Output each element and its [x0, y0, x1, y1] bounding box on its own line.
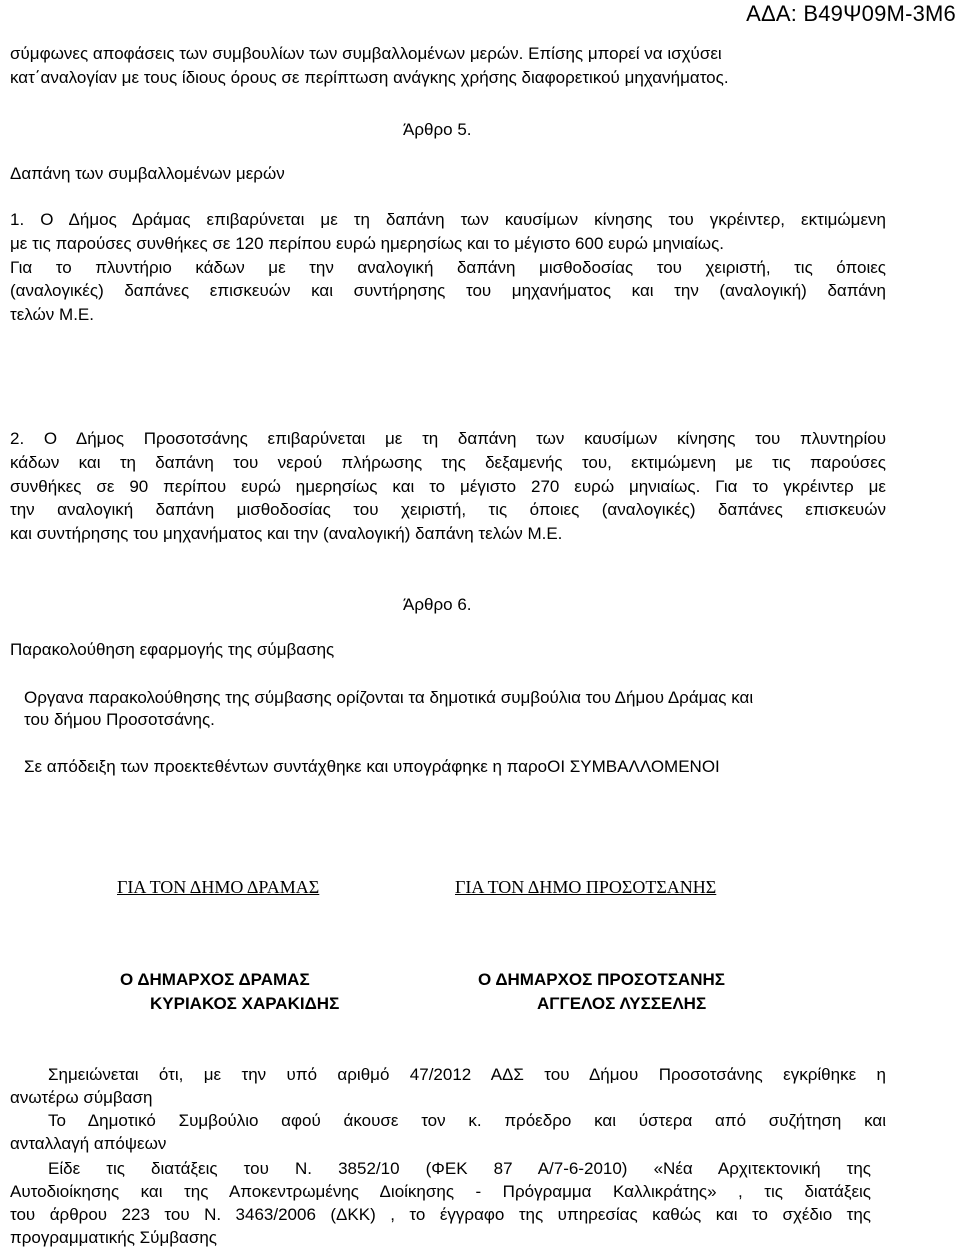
note-3-line-4: προγραμματικής Σύμβασης — [10, 1228, 217, 1247]
article-6-line-2: του δήμου Προσοτσάνης. — [24, 710, 215, 729]
article-6-line-1: Οργανα παρακολούθησης της σύμβασης ορίζονται τα δημοτικά συμβούλια του Δήμου Δράμας και — [24, 688, 754, 707]
article-5-heading: Άρθρο 5. — [403, 120, 472, 139]
note-3-line-3: του άρθρου 223 του Ν. 3463/2006 (ΔΚΚ) , το έγγραφο της υπηρεσίας καθώς και το σχέδιο της — [10, 1205, 871, 1224]
paragraph-line: την αναλογική δαπάνη μισθοδοσίας του χειριστή, τις όποιες (αναλογικές) δαπάνες επισκευών — [10, 500, 886, 520]
article-6-subtitle: Παρακολούθηση εφαρμογής της σύμβασης — [10, 640, 335, 659]
paragraph-line: συνθήκες σε 90 περίπου ευρώ ημερησίως και το μέγιστο 270 ευρώ μηνιαίως. Για το γκρέιντερ με — [10, 476, 886, 496]
article-6-heading: Άρθρο 6. — [403, 595, 472, 614]
paragraph-line: με τις παρούσες συνθήκες σε 120 περίπου ευρώ ημερησίως και το μέγιστο 600 ευρώ μηνιαίως. — [10, 233, 724, 253]
mayor-drama-name: ΚΥΡΙΑΚΟΣ ΧΑΡΑΚΙΔΗΣ — [150, 994, 340, 1013]
note-3-line-2: Αυτοδιοίκησης και της Αποκεντρωμένης Διοίκησης - Πρόγραμμα Καλλικράτης» , τις διατάξεις — [10, 1182, 871, 1201]
mayor-prosotsani-title: Ο ΔΗΜΑΡΧΟΣ ΠΡΟΣΟΤΣΑΝΗΣ — [478, 970, 725, 989]
note-1-line-2: ανωτέρω σύμβαση — [10, 1088, 153, 1107]
paragraph-line: (αναλογικές) δαπάνες επισκευών και συντήρησης του μηχανήματος και την (αναλογική) δαπάνη — [10, 281, 886, 301]
article-5-subtitle: Δαπάνη των συμβαλλομένων μερών — [10, 164, 285, 183]
closing-statement: Σε απόδειξη των προεκτεθέντων συντάχθηκε και υπογράφηκε η παροΟΙ ΣΥΜΒΑΛΛΟΜΕΝΟΙ — [24, 757, 720, 776]
mayor-prosotsani-name: ΑΓΓΕΛΟΣ ΛΥΣΣΕΛΗΣ — [537, 994, 707, 1013]
article-5-paragraph-1 — [10, 208, 886, 327]
note-2-line-1: Το Δημοτικό Συμβούλιο αφού άκουσε τον κ. πρόεδρο και ύστερα από συζήτηση και — [48, 1111, 886, 1130]
paragraph-line: 2. Ο Δήμος Προσοτσάνης επιβαρύνεται με τη δαπάνη των καυσίμων κίνησης του πλυντηρίου — [10, 429, 886, 448]
paragraph-line: Για το πλυντήριο κάδων με την αναλογική δαπάνη μισθοδοσίας του χειριστή, τις όποιες — [10, 257, 886, 277]
mayor-drama-title: Ο ΔΗΜΑΡΧΟΣ ΔΡΑΜΑΣ — [120, 970, 310, 989]
ada-code: ΑΔΑ: Β49Ψ09Μ-3Μ6 — [746, 1, 956, 26]
paragraph-line: κάδων και τη δαπάνη του νερού πλήρωσης της δεξαμενής του, εκτιμώμενη με τις παρούσες — [10, 452, 886, 472]
paragraph-line: και συντήρησης του μηχανήματος και την (αναλογική) δαπάνη τελών Μ.Ε. — [10, 524, 563, 544]
article-5-paragraph-2 — [10, 427, 886, 546]
signature-for-prosotsani: ΓΙΑ ΤΟΝ ΔΗΜΟ ΠΡΟΣΟΤΣΑΝΗΣ — [455, 877, 717, 897]
intro-line-1: σύμφωνες αποφάσεις των συμβουλίων των συμβαλλομένων μερών. Επίσης μπορεί να ισχύσει — [10, 44, 722, 63]
paragraph-line: 1. Ο Δήμος Δράμας επιβαρύνεται με τη δαπάνη των καυσίμων κίνησης του γκρέιντερ, εκτιμώμενη — [10, 210, 886, 229]
note-3-line-1: Είδε τις διατάξεις του Ν. 3852/10 (ΦΕΚ 87 Α/7-6-2010) «Νέα Αρχιτεκτονική της — [48, 1159, 871, 1178]
note-1-line-1: Σημειώνεται ότι, με την υπό αριθμό 47/2012 ΑΔΣ του Δήμου Προσοτσάνης εγκρίθηκε η — [48, 1065, 886, 1084]
paragraph-line: τελών Μ.Ε. — [10, 305, 94, 325]
intro-line-2: κατ΄αναλογίαν με τους ίδιους όρους σε περίπτωση ανάγκης χρήσης διαφορετικού μηχανήματος. — [10, 68, 729, 87]
signature-for-drama: ΓΙΑ ΤΟΝ ΔΗΜΟ ΔΡΑΜΑΣ — [117, 877, 320, 897]
note-2-line-2: ανταλλαγή απόψεων — [10, 1134, 167, 1153]
